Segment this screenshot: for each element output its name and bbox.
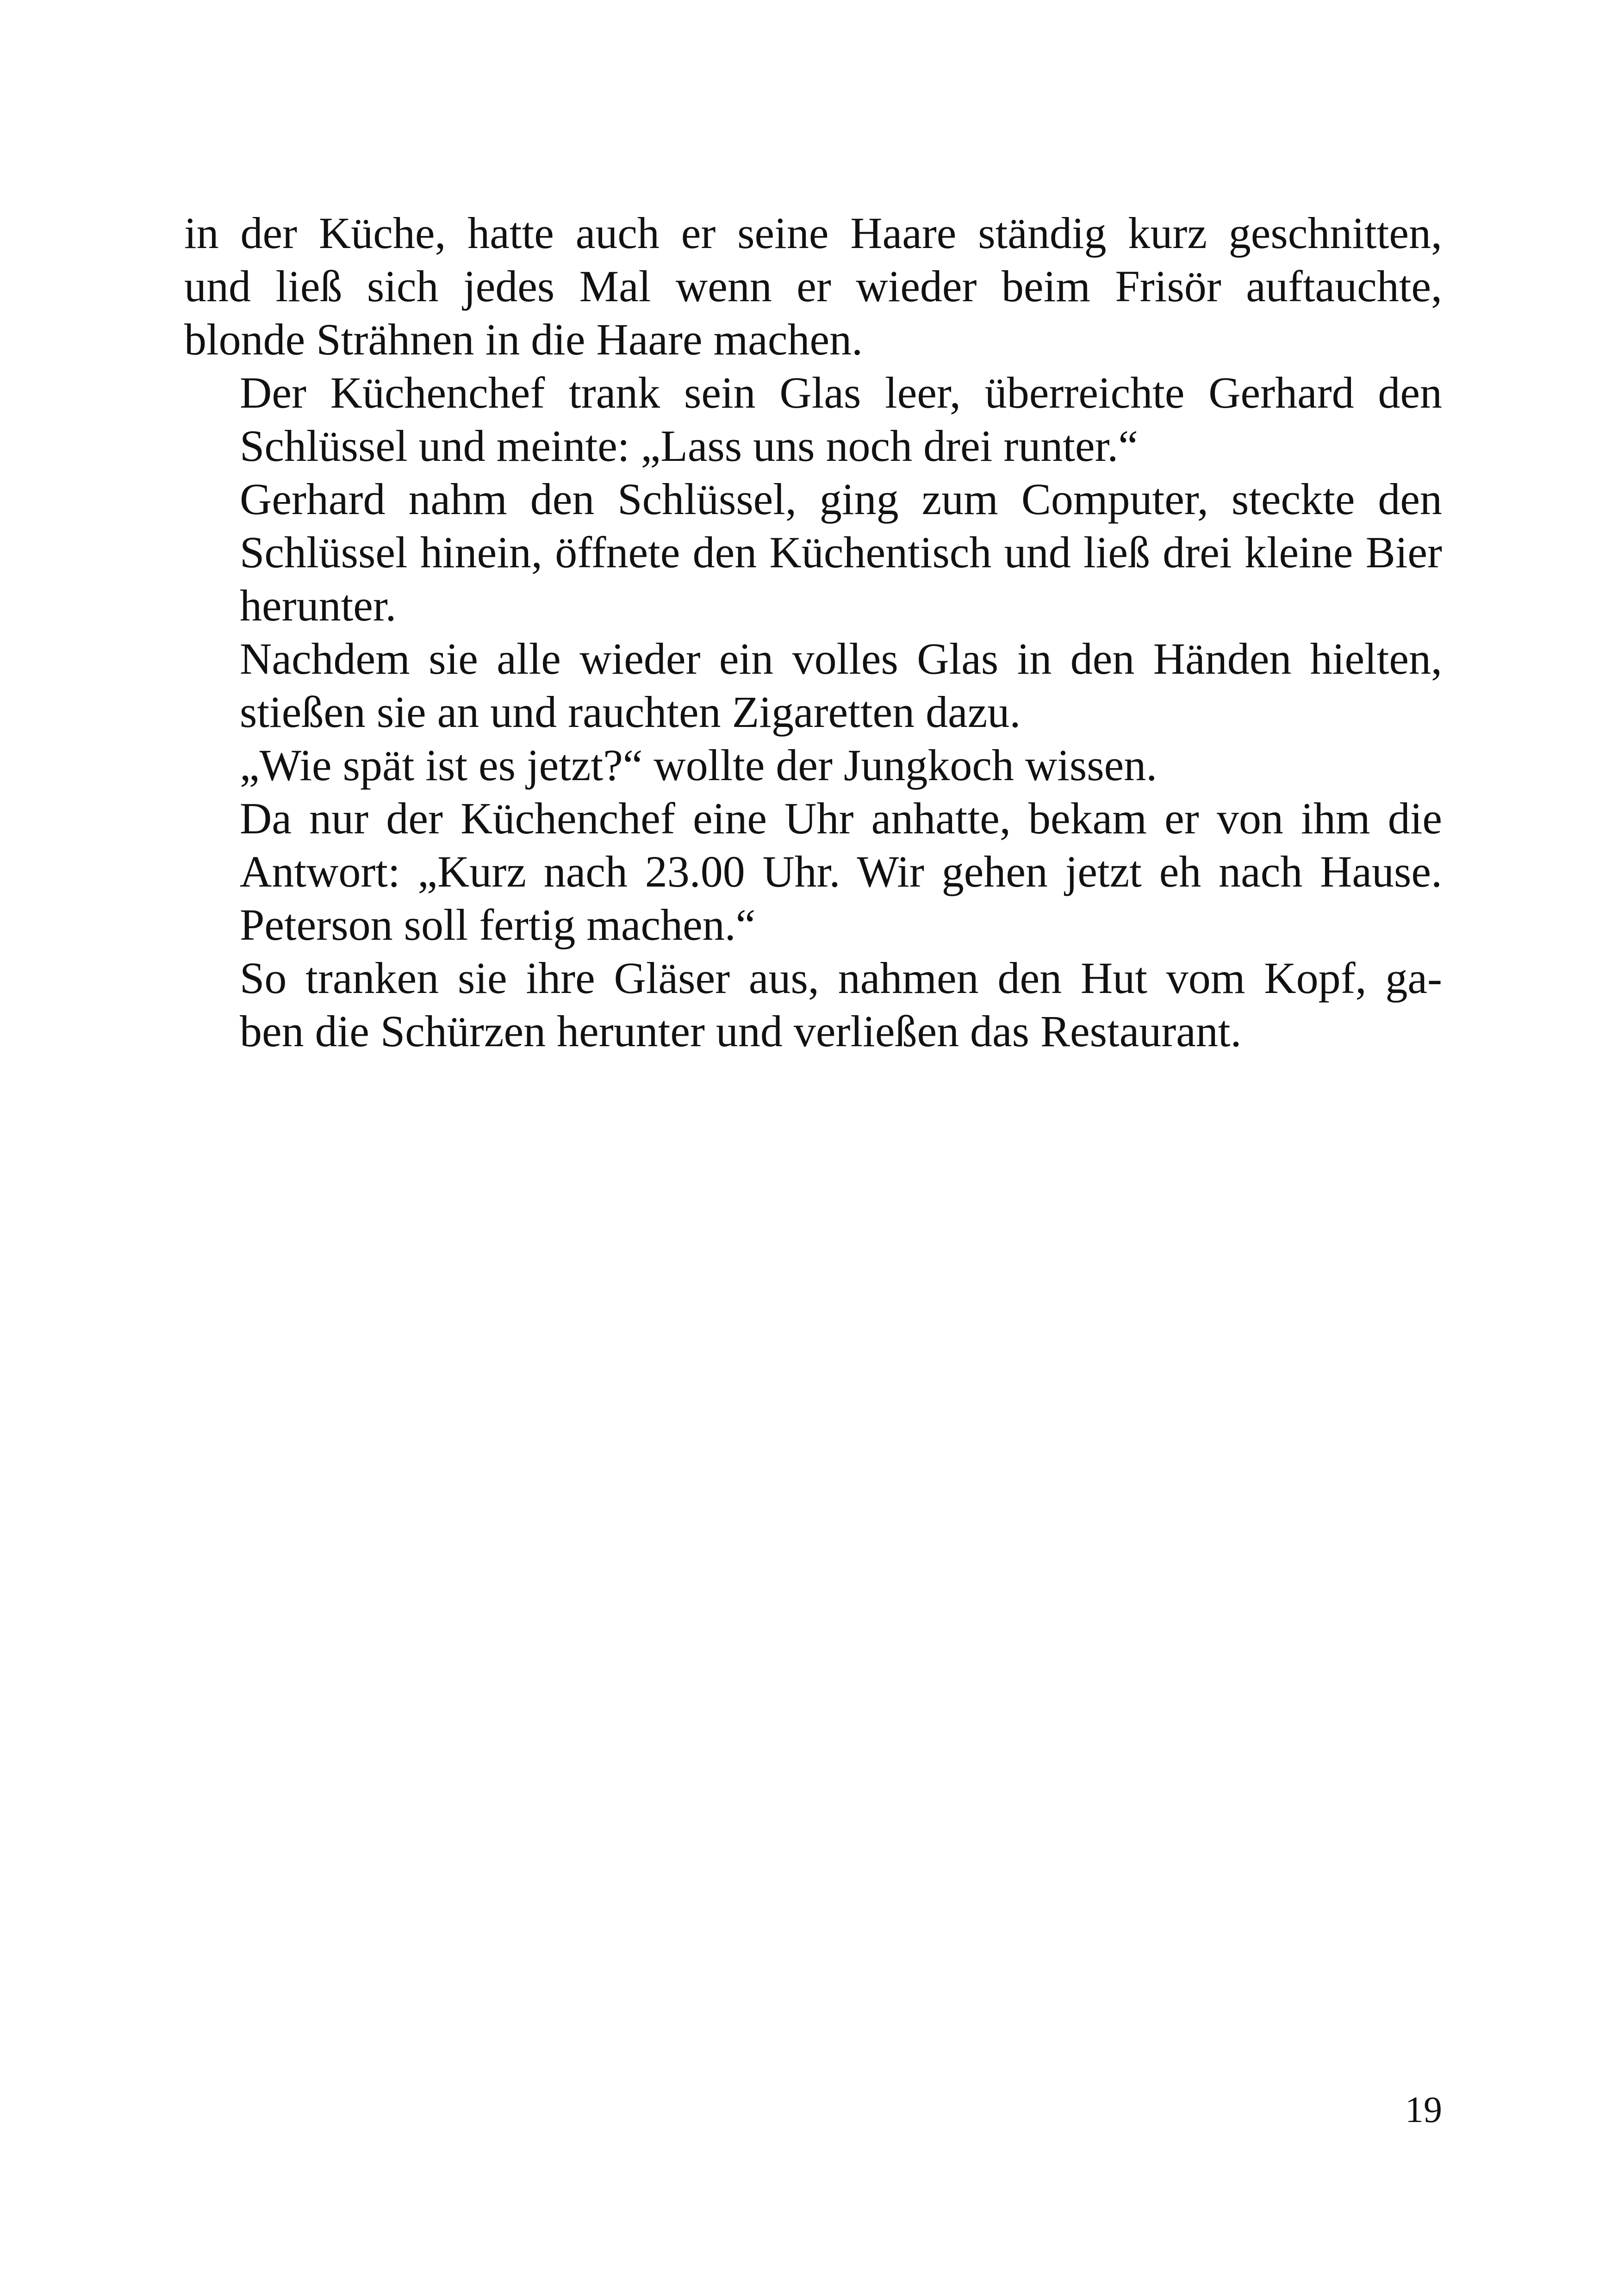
paragraph-6	[184, 792, 1442, 951]
paragraph-3	[184, 472, 1442, 632]
text-line: blonde Strähnen in die Haare machen.	[184, 315, 863, 364]
page-number: 19	[1405, 2090, 1442, 2130]
body-text	[184, 206, 1442, 1058]
paragraph-2	[184, 366, 1442, 472]
text-line: Da nur der Küchenchef eine Uhr anhatte, bekam er von ihm die	[240, 794, 1442, 843]
text-line: und ließ sich jedes Mal wenn er wieder beim Frisör auftauchte,	[184, 261, 1442, 311]
text-line: ben die Schürzen herunter und verließen das Restaurant.	[240, 1006, 1242, 1056]
text-line: Nachdem sie alle wieder ein volles Glas in den Händen hielten,	[240, 634, 1442, 683]
text-line: Schlüssel hinein, öffnete den Küchentisch und ließ drei kleine Bier	[240, 527, 1442, 577]
text-line: Gerhard nahm den Schlüssel, ging zum Computer, steckte den	[240, 474, 1442, 524]
text-line: „Wie spät ist es jetzt?“ wollte der Jungkoch wissen.	[240, 740, 1157, 790]
text-line: herunter.	[240, 581, 397, 630]
text-line: Peterson soll fertig machen.“	[240, 900, 756, 949]
paragraph-7	[184, 951, 1442, 1058]
text-line: So tranken sie ihre Gläser aus, nahmen den Hut vom Kopf, ga-	[240, 953, 1442, 1003]
paragraph-1	[184, 206, 1442, 366]
text-line: stießen sie an und rauchten Zigaretten dazu.	[240, 687, 1021, 737]
paragraph-5	[184, 738, 1442, 792]
text-line: Schlüssel und meinte: „Lass uns noch drei runter.“	[240, 421, 1138, 471]
text-line: Antwort: „Kurz nach 23.00 Uhr. Wir gehen jetzt eh nach Hause.	[240, 847, 1442, 896]
text-line: in der Küche, hatte auch er seine Haare ständig kurz geschnitten,	[184, 208, 1442, 258]
paragraph-4	[184, 632, 1442, 738]
text-line: Der Küchenchef trank sein Glas leer, überreichte Gerhard den	[240, 368, 1442, 417]
